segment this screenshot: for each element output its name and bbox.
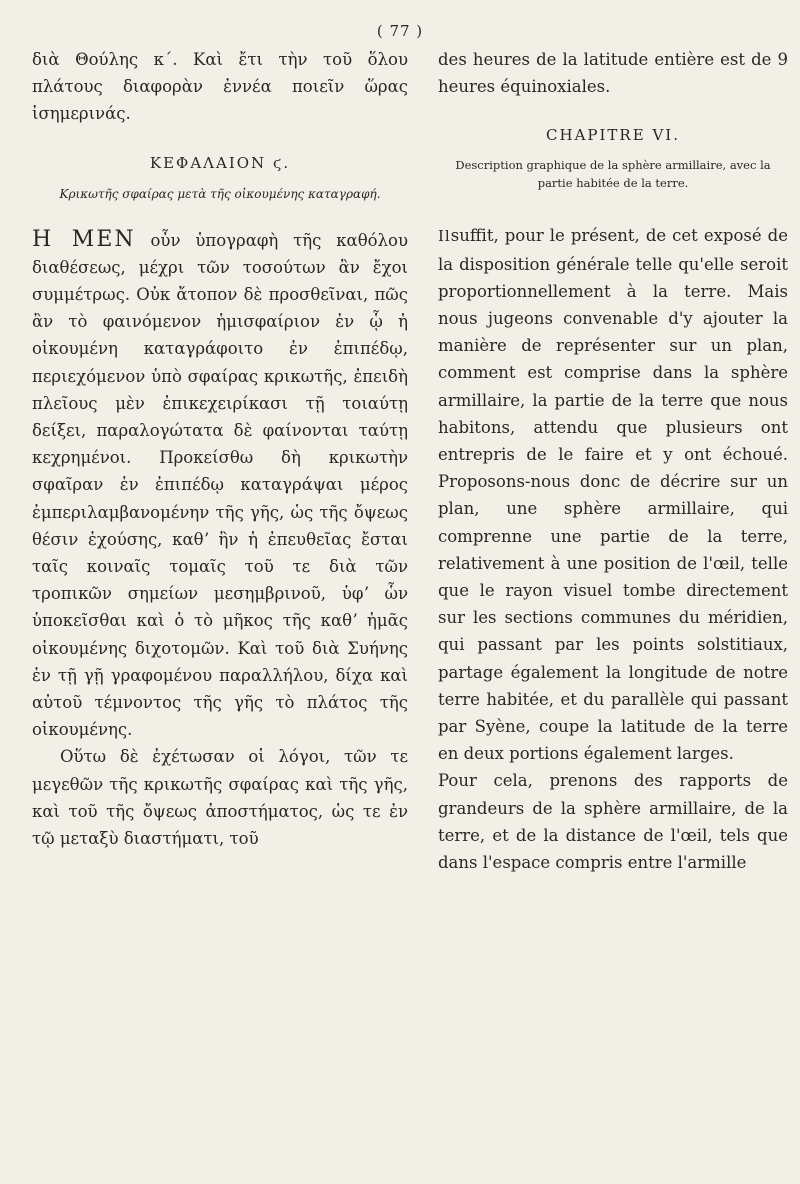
french-chapter-heading: CHAPITRE VI. [546,126,680,145]
french-column [438,46,788,876]
greek-column [32,46,408,852]
greek-chapter-heading: ΚΕΦΑΛΑΙΟΝ ϛ. [149,153,291,172]
french-body-paragraph [438,222,788,767]
greek-body-paragraph [32,226,408,744]
greek-body-text: οὖν ὑπογραφὴ τῆς καθόλου διαθέσεως, μέχρι τῶν τοσούτων ἂν ἔχοι συμμέτρως. Οὐκ ἄτοπον δὲ προσθεῖναι, πῶς ἂν τὸ φαινόμενον ἡμισφαίριον ἐν ᾧ ἡ οἰκουμένη καταγράφοιτο ἐν ἐπιπέδῳ, περιεχόμενον ὑπὸ σφαίρας κρικωτῆς, ἐπειδὴ πλεῖους μὲν ἐπικεχειρίκασι τῇ τοιαύτῃ δείξει, παραλογώτατα δὲ φαίνονται ταύτῃ κεχρημένοι. Προκείσθω δὴ κρικωτὴν σφαῖραν ἐν ἐπιπέδῳ καταγράψαι μέρος ἐμπεριλαμβανομένην τῆς γῆς, ὡς τῆς ὄψεως θέσιν ἐχούσης, καθʼ ἣν ἡ ἐπευθεῖας ἔσται ταῖς κοιναῖς τομαῖς τοῦ τε διὰ τῶν τροπικῶν σημείων μεσημβρινοῦ, ὑφʼ ὧν ὑποκεῖσθαι καὶ ὁ τὸ μῆκος τῆς καθʼ ἡμᾶς οἰκουμένης διχοτομῶν. Καὶ τοῦ διὰ Συήνης ἐν τῇ γῇ γραφομένου παραλλήλου, δίχα καὶ αὐτοῦ τέμνοντος τῆς γῆς τὸ πλάτος τῆς οἰκουμένης. [32,230,408,740]
greek-continuation: διὰ Θούλης κ΄. Καὶ ἔτι τὴν τοῦ ὅλου πλάτους διαφορὰν ἐννέα ποιεῖν ὥρας ἰσημερινάς. [32,50,408,124]
page-number: ( 77 ) [376,22,424,40]
greek-body-paragraph-2: Οὕτω δὲ ἐχέτωσαν οἱ λόγοι, τῶν τε μεγεθῶν τῆς κρικωτῆς σφαίρας καὶ τῆς γῆς, καὶ τοῦ τῆς ὄψεως ἀποστήματος, ὡς τε ἐν τῷ μεταξὺ διαστήματι, τοῦ [32,747,408,849]
french-body-paragraph-2: Pour cela, prenons des rapports de grandeurs de la sphère armillaire, de la terre, et de la distance de l'œil, tels que dans l'espace compris entre l'armille [438,771,788,873]
greek-dropcap: Η ΜΕΝ [32,226,136,252]
french-body-text: suffit, pour le présent, de cet exposé de la disposition générale telle qu'elle seroit proportionnellement à la terre. Mais nous jugeons convenable d'y ajouter la manière de représenter sur un plan, comment est comprise dans la sphère armillaire, la partie de la terre que nous habitons, attendu que plusieurs ont entrepris de le faire et y ont échoué. Proposons-nous donc de décrire sur un plan, une sphère armillaire, qui comprenne une partie de la terre, relativement à une position de l'œil, telle que le rayon visuel tombe directement sur les sections communes du méridien, qui passant par les points solstitiaux, partage également la longitude de notre terre habitée, et du parallèle qui passant par Syène, coupe la latitude de la terre en deux portions également larges. [438,226,788,764]
french-chapter-subtitle: Description graphique de la sphère armillaire, avec la partie habitée de la terre. [455,158,771,191]
french-smallcap: Il [438,227,451,246]
greek-chapter-subtitle: Κρικωτῆς σφαίρας μετὰ τῆς οἰκουμένης καταγραφή. [59,186,381,201]
french-continuation: des heures de la latitude entière est de 9 heures équinoxiales. [438,50,788,97]
